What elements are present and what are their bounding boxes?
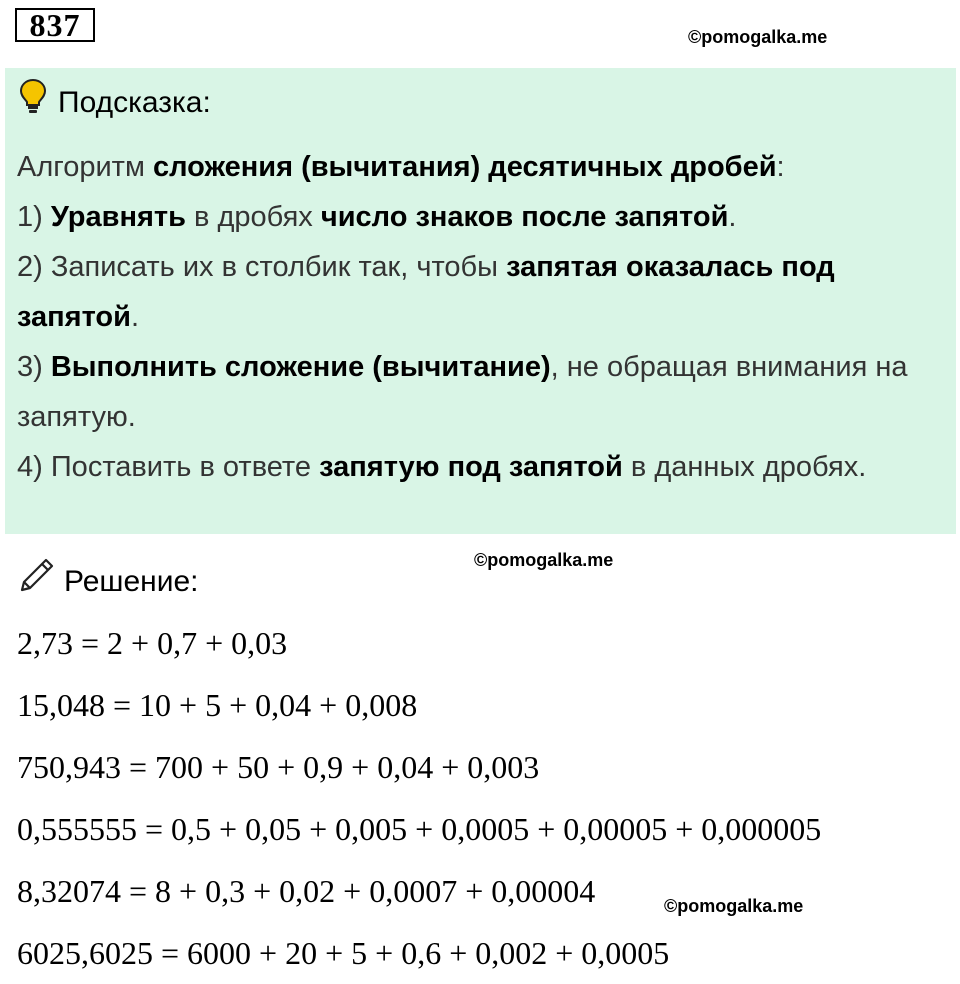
lightbulb-icon [18,78,48,127]
solution-title: Решение: [64,564,199,598]
equation: 750,943 = 700 + 50 + 0,9 + 0,04 + 0,003 [17,749,540,785]
solution-header [18,556,198,607]
equation-list [17,612,821,984]
watermark: ©pomogalka.me [664,896,804,916]
hint-step-2: 2) Записать их в столбик так, чтобы запятая оказалась под запятой. [17,251,835,333]
hint-title: Подсказка: [58,85,211,119]
hint-intro: Алгоритм сложения (вычитания) десятичных дробей: [17,151,785,183]
hint-text [17,142,947,492]
hint-step-3: 3) Выполнить сложение (вычитание), не обращая внимания на запятую. [17,351,908,433]
hint-header [18,78,211,127]
equation: 8,32074 = 8 + 0,3 + 0,02 + 0,0007 + 0,00004 [17,873,596,909]
equation: 2,73 = 2 + 0,7 + 0,03 [17,625,288,661]
hint-step-1: 1) Уравнять в дробях число знаков после запятой. [17,201,737,233]
equation: 6025,6025 = 6000 + 20 + 5 + 0,6 + 0,002 + 0,0005 [17,935,670,971]
equation: 0,555555 = 0,5 + 0,05 + 0,005 + 0,0005 + 0,00005 + 0,000005 [17,811,822,847]
equation: 15,048 = 10 + 5 + 0,04 + 0,008 [17,687,418,723]
watermark: ©pomogalka.me [688,27,828,47]
watermark: ©pomogalka.me [474,550,614,570]
pencil-icon [18,556,56,607]
hint-step-4: 4) Поставить в ответе запятую под запятой в данных дробях. [17,451,867,483]
task-number: 837 [15,8,95,42]
